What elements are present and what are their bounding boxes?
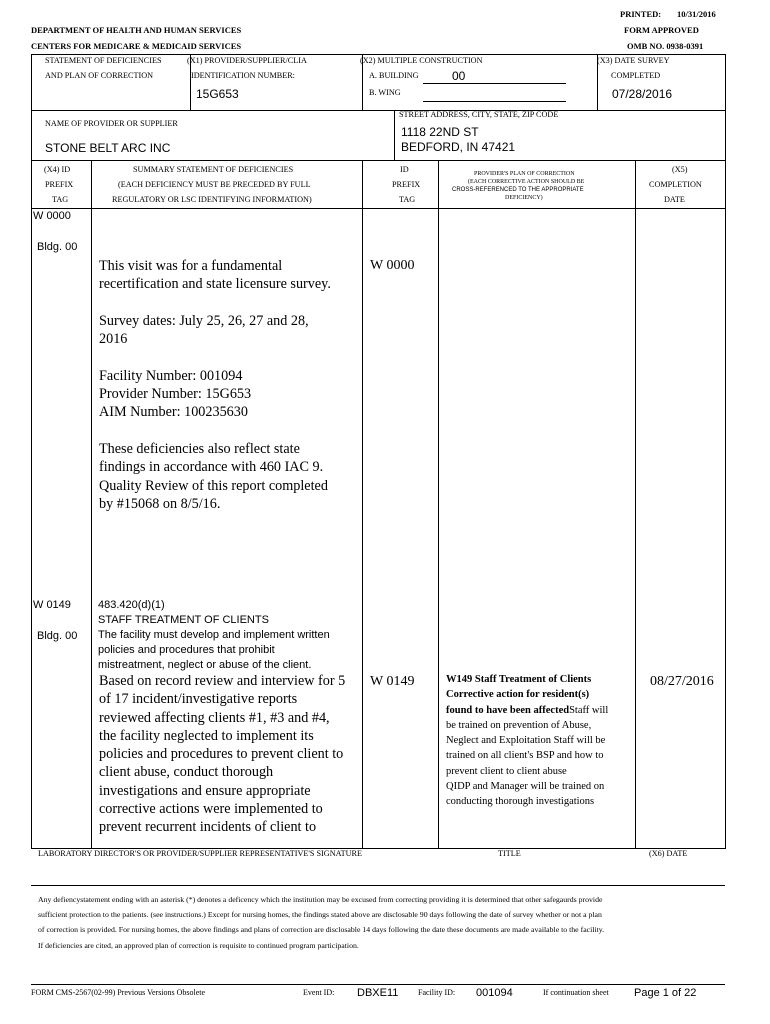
w0000-line: findings in accordance with 460 IAC 9. — [99, 459, 324, 476]
provider-name-label: NAME OF PROVIDER OR SUPPLIER — [45, 119, 178, 128]
facility-id-label: Facility ID: — [418, 988, 456, 997]
w0000-line: Provider Number: 15G653 — [99, 386, 252, 403]
event-id-label: Event ID: — [303, 988, 335, 997]
w0149-bldg: Bldg. 00 — [37, 630, 78, 642]
department-title: DEPARTMENT OF HEALTH AND HUMAN SERVICES — [31, 25, 242, 35]
provider-name: STONE BELT ARC INC — [45, 141, 171, 155]
form-approved: FORM APPROVED — [624, 25, 699, 35]
col-id-1: ID — [400, 165, 409, 174]
x6-date-label: (X6) DATE — [649, 849, 688, 858]
w0000-line: 2016 — [99, 331, 128, 348]
building-label: A. BUILDING — [369, 71, 419, 80]
w0000-tag: W 0000 — [33, 210, 71, 222]
form-number: FORM CMS-2567(02-99) Previous Versions Obsolete — [31, 988, 206, 997]
statement-label-1: STATEMENT OF DEFICIENCIES — [45, 56, 162, 65]
w0000-line: These deficiencies also reflect state — [99, 440, 300, 457]
wing-label: B. WING — [369, 88, 401, 97]
w0149-finding: Based on record review and interview for 5 of 17 incident/investigative reports reviewed affecting clients #1, #3 and #4, the facility neglected to implement its policies and procedures to prevent client to client abuse, conduct thorough investigations and ensure appropriate corrective actions were implemented to prevent recurrent incidents of client to — [99, 673, 346, 836]
col-x4-1: (X4) ID — [44, 165, 71, 174]
w0000-line: Survey dates: July 25, 26, 27 and 28, — [99, 312, 309, 329]
col-summary-3: REGULATORY OR LSC IDENTIFYING INFORMATION) — [112, 195, 312, 204]
col-plan-2: (EACH CORRECTIVE ACTION SHOULD BE — [468, 179, 585, 185]
x1-label-1: (X1) PROVIDER/SUPPLIER/CLIA — [187, 56, 307, 65]
continuation-label: If continuation sheet — [543, 988, 609, 997]
w0149-standard: The facility must develop and implement written policies and procedures that prohibit mistreatment, neglect or abuse of the client. — [98, 629, 330, 671]
x3-label-2: COMPLETED — [611, 71, 661, 80]
facility-id-value: 001094 — [476, 987, 513, 999]
address-line-1: 1118 22ND ST — [401, 125, 479, 139]
centers-title: CENTERS FOR MEDICARE & MEDICAID SERVICES — [31, 41, 242, 51]
w0149-regulation: 483.420(d)(1) — [98, 599, 165, 611]
address-label: STREET ADDRESS, CITY, STATE, ZIP CODE — [399, 110, 559, 119]
w0000-line: AIM Number: 100235630 — [99, 404, 248, 421]
completion-date: 08/27/2016 — [650, 674, 714, 689]
address-line-2: BEDFORD, IN 47421 — [401, 140, 516, 154]
page-number: Page 1 of 22 — [634, 987, 697, 999]
col-x4-2: PREFIX — [45, 180, 74, 189]
col-x5-1: (X5) — [672, 165, 688, 174]
printed-date: 10/31/2016 — [677, 9, 716, 19]
x1-label-2: IDENTIFICATION NUMBER: — [191, 71, 295, 80]
col-x5-3: DATE — [664, 195, 685, 204]
col-plan-3: CROSS-REFERENCED TO THE APPROPRIATE — [452, 187, 584, 193]
disclaimer: Any defiencystatement ending with an asterisk (*) denotes a deficency which the institution may be excused from correcting providing it is determined that other safegaurds provide sufficient protection to the patients. (see instructions.) Except for nursing homes, the findings stated above are disclosable 90 days following the date of survey whether or not a plan of correction is provided. For nursing homes, the above findings and plans of correction are disclosable 14 days following the date these documents are made available to the facility. If deficiencies are cited, an approved plan of correction is requisite to continued program participation. — [38, 895, 605, 950]
col-summary-2: (EACH DEFICIENCY MUST BE PRECEDED BY FULL — [118, 180, 311, 189]
w0149-id-tag: W 0149 — [370, 674, 415, 689]
w0000-id-tag: W 0000 — [370, 258, 415, 273]
w0000-line: recertification and state licensure survey. — [99, 276, 331, 293]
col-plan-4: DEFICIENCY) — [505, 195, 543, 201]
statement-label-2: AND PLAN OF CORRECTION — [45, 71, 154, 80]
plan-of-correction — [446, 672, 614, 810]
signature-label: LABORATORY DIRECTOR'S OR PROVIDER/SUPPLIER REPRESENTATIVE'S SIGNATURE — [38, 849, 362, 858]
col-id-3: TAG — [399, 195, 416, 204]
printed-label: PRINTED: — [620, 9, 662, 19]
event-id-value: DBXE11 — [357, 987, 399, 999]
plan-bold-text: Corrective action for resident(s) found to have been affected — [446, 689, 590, 716]
provider-id-value: 15G653 — [196, 87, 239, 101]
x3-label-1: (X3) DATE SURVEY — [597, 56, 670, 65]
w0000-line: This visit was for a fundamental — [99, 258, 283, 274]
col-x4-3: TAG — [52, 195, 69, 204]
col-x5-2: COMPLETION — [649, 180, 702, 189]
col-id-2: PREFIX — [392, 180, 421, 189]
building-value: 00 — [452, 69, 466, 83]
col-plan-1: PROVIDER'S PLAN OF CORRECTION — [474, 171, 575, 177]
omb-number: OMB NO. 0938-0391 — [627, 41, 704, 51]
plan-body-text-2: QIDP and Manager will be trained on conducting thorough investigations — [446, 781, 605, 808]
col-summary-1: SUMMARY STATEMENT OF DEFICIENCIES — [133, 165, 294, 174]
survey-date-value: 07/28/2016 — [612, 87, 673, 101]
title-label: TITLE — [498, 849, 521, 858]
w0149-tag: W 0149 — [33, 599, 71, 611]
plan-body-text: Staff will be trained on prevention of Abuse, Neglect and Exploitation Staff will be trained on all client's BSP and how to prevent client to client abuse — [446, 704, 609, 777]
w0000-summary — [99, 257, 361, 513]
w0000-line: Quality Review of this report completed — [99, 477, 328, 494]
x2-label: (X2) MULTIPLE CONSTRUCTION — [360, 56, 483, 65]
w0000-line: Facility Number: 001094 — [99, 367, 243, 384]
plan-heading: W149 Staff Treatment of Clients — [446, 674, 592, 685]
w0000-line: by #15068 on 8/5/16. — [99, 495, 221, 512]
w0149-title: STAFF TREATMENT OF CLIENTS — [98, 614, 269, 626]
w0000-bldg: Bldg. 00 — [37, 241, 78, 253]
